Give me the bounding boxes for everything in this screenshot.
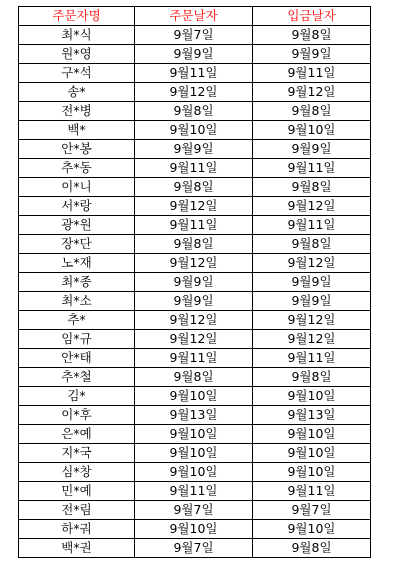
cell-customer-name[interactable]: 최*식 (19, 26, 135, 45)
table-row (19, 406, 371, 425)
table-row (19, 26, 371, 45)
cell-order-date[interactable]: 9월9일 (135, 140, 253, 159)
cell-payment-date[interactable]: 9월10일 (253, 387, 371, 406)
cell-payment-date[interactable]: 9월11일 (253, 64, 371, 83)
table-row (19, 83, 371, 102)
table-row (19, 387, 371, 406)
cell-order-date[interactable]: 9월7일 (135, 539, 253, 558)
table-row (19, 197, 371, 216)
cell-customer-name[interactable]: 이*니 (19, 178, 135, 197)
header-payment-date[interactable]: 입금날자 (253, 7, 371, 26)
cell-order-date[interactable]: 9월8일 (135, 102, 253, 121)
order-sheet (18, 6, 371, 558)
cell-customer-name[interactable]: 송* (19, 83, 135, 102)
table-row (19, 64, 371, 83)
cell-order-date[interactable]: 9월10일 (135, 425, 253, 444)
header-customer-name[interactable]: 주문자명 (19, 7, 135, 26)
cell-payment-date[interactable]: 9월8일 (253, 178, 371, 197)
cell-payment-date[interactable]: 9월13일 (253, 406, 371, 425)
cell-customer-name[interactable]: 노*재 (19, 254, 135, 273)
table-row (19, 349, 371, 368)
cell-customer-name[interactable]: 광*원 (19, 216, 135, 235)
table-row (19, 45, 371, 64)
cell-payment-date[interactable]: 9월7일 (253, 501, 371, 520)
cell-customer-name[interactable]: 추* (19, 311, 135, 330)
cell-order-date[interactable]: 9월10일 (135, 444, 253, 463)
cell-payment-date[interactable]: 9월12일 (253, 83, 371, 102)
cell-payment-date[interactable]: 9월11일 (253, 349, 371, 368)
cell-payment-date[interactable]: 9월8일 (253, 26, 371, 45)
cell-payment-date[interactable]: 9월9일 (253, 292, 371, 311)
table-row (19, 482, 371, 501)
cell-payment-date[interactable]: 9월10일 (253, 121, 371, 140)
cell-payment-date[interactable]: 9월8일 (253, 102, 371, 121)
cell-customer-name[interactable]: 김* (19, 387, 135, 406)
cell-order-date[interactable]: 9월11일 (135, 349, 253, 368)
cell-payment-date[interactable]: 9월10일 (253, 463, 371, 482)
cell-payment-date[interactable]: 9월12일 (253, 197, 371, 216)
table-row (19, 311, 371, 330)
table-row (19, 368, 371, 387)
cell-order-date[interactable]: 9월8일 (135, 178, 253, 197)
table-row (19, 539, 371, 558)
cell-payment-date[interactable]: 9월9일 (253, 273, 371, 292)
cell-order-date[interactable]: 9월8일 (135, 235, 253, 254)
cell-order-date[interactable]: 9월12일 (135, 330, 253, 349)
cell-customer-name[interactable]: 원*영 (19, 45, 135, 64)
cell-order-date[interactable]: 9월11일 (135, 64, 253, 83)
cell-payment-date[interactable]: 9월12일 (253, 311, 371, 330)
header-order-date[interactable]: 주문날자 (135, 7, 253, 26)
cell-order-date[interactable]: 9월10일 (135, 387, 253, 406)
table-row (19, 178, 371, 197)
table-row (19, 520, 371, 539)
cell-order-date[interactable]: 9월12일 (135, 311, 253, 330)
cell-customer-name[interactable]: 하*궈 (19, 520, 135, 539)
cell-payment-date[interactable]: 9월10일 (253, 425, 371, 444)
cell-order-date[interactable]: 9월12일 (135, 83, 253, 102)
cell-customer-name[interactable]: 백*권 (19, 539, 135, 558)
cell-order-date[interactable]: 9월11일 (135, 216, 253, 235)
cell-customer-name[interactable]: 장*단 (19, 235, 135, 254)
cell-customer-name[interactable]: 최*소 (19, 292, 135, 311)
cell-payment-date[interactable]: 9월9일 (253, 140, 371, 159)
table-row (19, 235, 371, 254)
table-row (19, 273, 371, 292)
cell-customer-name[interactable]: 은*예 (19, 425, 135, 444)
cell-order-date[interactable]: 9월10일 (135, 121, 253, 140)
table-row (19, 121, 371, 140)
cell-order-date[interactable]: 9월12일 (135, 254, 253, 273)
cell-customer-name[interactable]: 안*봉 (19, 140, 135, 159)
cell-payment-date[interactable]: 9월9일 (253, 45, 371, 64)
cell-payment-date[interactable]: 9월8일 (253, 539, 371, 558)
cell-customer-name[interactable]: 이*후 (19, 406, 135, 425)
cell-payment-date[interactable]: 9월10일 (253, 520, 371, 539)
cell-customer-name[interactable]: 서*랑 (19, 197, 135, 216)
orders-table (18, 6, 371, 558)
cell-payment-date[interactable]: 9월11일 (253, 482, 371, 501)
cell-order-date[interactable]: 9월10일 (135, 520, 253, 539)
table-row (19, 330, 371, 349)
cell-customer-name[interactable]: 최*종 (19, 273, 135, 292)
cell-customer-name[interactable]: 전*림 (19, 501, 135, 520)
cell-payment-date[interactable]: 9월10일 (253, 444, 371, 463)
header-row (19, 7, 371, 26)
cell-customer-name[interactable]: 임*규 (19, 330, 135, 349)
table-row (19, 501, 371, 520)
cell-order-date[interactable]: 9월7일 (135, 26, 253, 45)
cell-order-date[interactable]: 9월13일 (135, 406, 253, 425)
cell-payment-date[interactable]: 9월12일 (253, 330, 371, 349)
cell-customer-name[interactable]: 지*국 (19, 444, 135, 463)
cell-customer-name[interactable]: 구*석 (19, 64, 135, 83)
cell-customer-name[interactable]: 심*창 (19, 463, 135, 482)
table-row (19, 444, 371, 463)
cell-payment-date[interactable]: 9월11일 (253, 216, 371, 235)
table-row (19, 102, 371, 121)
table-row (19, 425, 371, 444)
cell-order-date[interactable]: 9월9일 (135, 45, 253, 64)
cell-order-date[interactable]: 9월9일 (135, 273, 253, 292)
cell-payment-date[interactable]: 9월8일 (253, 368, 371, 387)
cell-order-date[interactable]: 9월11일 (135, 482, 253, 501)
cell-order-date[interactable]: 9월10일 (135, 463, 253, 482)
cell-payment-date[interactable]: 9월11일 (253, 159, 371, 178)
cell-customer-name[interactable]: 추*철 (19, 368, 135, 387)
table-row (19, 463, 371, 482)
cell-order-date[interactable]: 9월12일 (135, 197, 253, 216)
cell-order-date[interactable]: 9월7일 (135, 501, 253, 520)
table-row (19, 254, 371, 273)
table-row (19, 292, 371, 311)
cell-order-date[interactable]: 9월9일 (135, 292, 253, 311)
cell-order-date[interactable]: 9월11일 (135, 159, 253, 178)
cell-order-date[interactable]: 9월8일 (135, 368, 253, 387)
cell-customer-name[interactable]: 전*병 (19, 102, 135, 121)
cell-payment-date[interactable]: 9월8일 (253, 235, 371, 254)
table-row (19, 216, 371, 235)
table-row (19, 159, 371, 178)
cell-customer-name[interactable]: 민*예 (19, 482, 135, 501)
cell-payment-date[interactable]: 9월12일 (253, 254, 371, 273)
cell-customer-name[interactable]: 추*동 (19, 159, 135, 178)
table-row (19, 140, 371, 159)
cell-customer-name[interactable]: 안*태 (19, 349, 135, 368)
cell-customer-name[interactable]: 백* (19, 121, 135, 140)
